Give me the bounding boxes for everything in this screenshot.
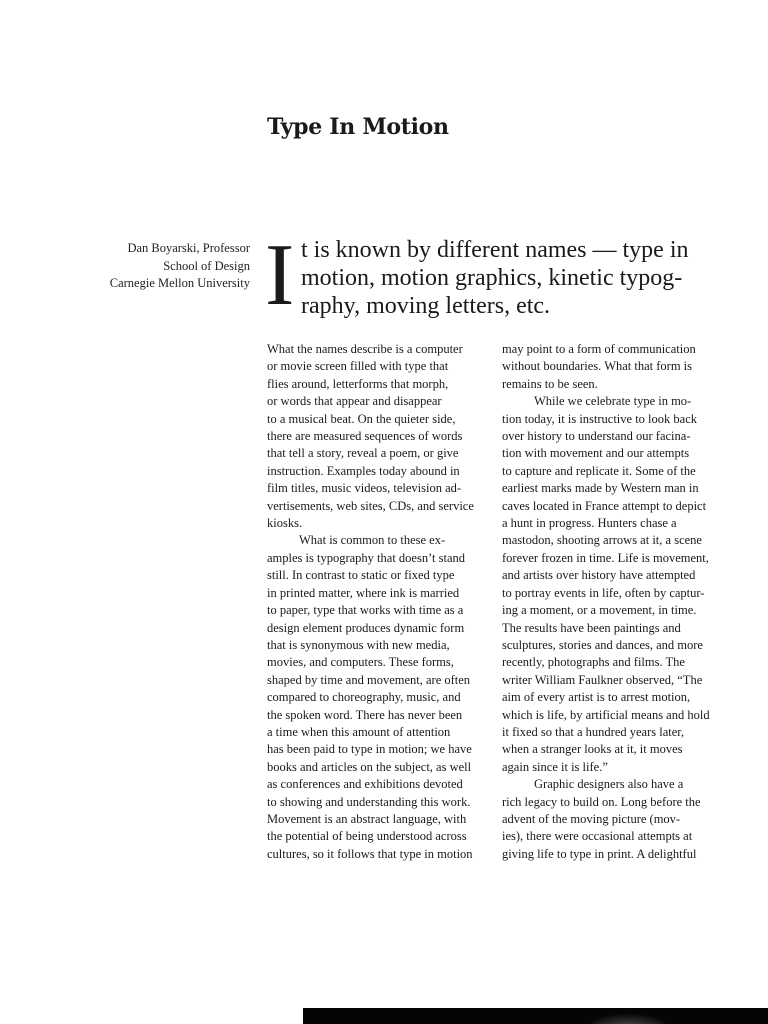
body-line: as conferences and exhibitions devoted <box>267 777 463 792</box>
body-line: over history to understand our facina- <box>502 429 691 444</box>
lead-line: raphy, moving letters, etc. <box>301 293 551 319</box>
body-line: books and articles on the subject, as well <box>267 759 472 774</box>
body-line: when a stranger looks at it, it moves <box>502 742 683 757</box>
body-line: vertisements, web sites, CDs, and service <box>267 498 474 513</box>
body-line: which is life, by artificial means and hold <box>502 707 710 722</box>
body-line: or words that appear and disappear <box>267 394 442 409</box>
body-line: has been paid to type in motion; we have <box>267 742 472 757</box>
body-line: What the names describe is a computer <box>267 342 463 356</box>
body-line: to paper, type that works with time as a <box>267 603 464 618</box>
body-line: ies), there were occasional attempts at <box>502 829 693 844</box>
body-line: the potential of being understood across <box>267 829 467 844</box>
body-line: ing a moment, or a movement, in time. <box>502 603 697 618</box>
body-line: earliest marks made by Western man in <box>502 481 699 496</box>
bottom-photo-strip <box>303 1008 768 1024</box>
body-line: Graphic designers also have a <box>534 777 684 792</box>
lead-line: motion, motion graphics, kinetic typog- <box>301 265 683 291</box>
body-column-left <box>267 341 492 863</box>
author-byline <box>110 240 250 293</box>
body-line: cultures, so it follows that type in motion <box>267 846 473 861</box>
body-line: film titles, music videos, television ad- <box>267 481 462 496</box>
body-line: While we celebrate type in mo- <box>534 394 692 409</box>
body-line: it fixed so that a hundred years later, <box>502 724 685 739</box>
body-line: to a musical beat. On the quieter side, <box>267 411 456 426</box>
body-line: to capture and replicate it. Some of the <box>502 463 696 478</box>
author-department: School of Design <box>163 258 250 273</box>
body-line: Movement is an abstract language, with <box>267 811 467 826</box>
body-line: may point to a form of communication <box>502 342 696 356</box>
body-line: flies around, letterforms that morph, <box>267 376 449 391</box>
photo-highlight <box>583 1014 673 1024</box>
body-line: recently, photographs and films. The <box>502 655 685 670</box>
body-line: in printed matter, where ink is married <box>267 585 460 600</box>
body-line: forever frozen in time. Life is movement, <box>502 550 709 565</box>
body-line: sculptures, stories and dances, and more <box>502 637 703 652</box>
author-institution: Carnegie Mellon University <box>109 276 250 290</box>
body-line: a time when this amount of attention <box>267 724 451 739</box>
body-line: tion with movement and our attempts <box>502 446 690 461</box>
body-column-right <box>502 341 727 863</box>
body-line: still. In contrast to static or fixed type <box>267 568 455 583</box>
body-line: or movie screen filled with type that <box>267 359 449 374</box>
lead-line: t is known by different names — type in <box>301 237 689 263</box>
body-line: compared to choreography, music, and <box>267 690 461 705</box>
body-line: shaped by time and movement, are often <box>267 672 471 687</box>
body-line: writer William Faulkner observed, “The <box>502 672 703 687</box>
body-line: to portray events in life, often by captur- <box>502 585 705 600</box>
lead-text <box>301 236 731 320</box>
body-line: kiosks. <box>267 516 303 531</box>
body-line: the spoken word. There has never been <box>267 707 463 722</box>
body-line: to showing and understanding this work. <box>267 794 471 809</box>
body-line: aim of every artist is to arrest motion, <box>502 690 691 705</box>
body-line: instruction. Examples today abound in <box>267 463 460 478</box>
author-name: Dan Boyarski, Professor <box>127 241 250 255</box>
body-line: advent of the moving picture (mov- <box>502 811 681 826</box>
body-line: What is common to these ex- <box>299 533 446 548</box>
drop-cap: I <box>265 227 295 324</box>
page-title: Type In Motion <box>267 114 449 140</box>
body-line: a hunt in progress. Hunters chase a <box>502 516 677 531</box>
body-line: mastodon, shooting arrows at it, a scene <box>502 533 702 548</box>
body-line: design element produces dynamic form <box>267 620 465 635</box>
body-line: there are measured sequences of words <box>267 429 463 444</box>
body-line: giving life to type in print. A delightful <box>502 846 697 861</box>
body-line: that is synonymous with new media, <box>267 637 450 652</box>
body-line: remains to be seen. <box>502 376 598 391</box>
body-line: rich legacy to build on. Long before the <box>502 794 701 809</box>
body-line: and artists over history have attempted <box>502 568 696 583</box>
body-line: caves located in France attempt to depict <box>502 498 707 513</box>
body-line: The results have been paintings and <box>502 620 681 635</box>
body-line: movies, and computers. These forms, <box>267 655 454 670</box>
body-line: amples is typography that doesn’t stand <box>267 550 466 565</box>
body-line: tion today, it is instructive to look back <box>502 411 697 426</box>
body-line: without boundaries. What that form is <box>502 359 693 374</box>
body-line: again since it is life.” <box>502 759 608 774</box>
body-line: that tell a story, reveal a poem, or give <box>267 446 459 461</box>
